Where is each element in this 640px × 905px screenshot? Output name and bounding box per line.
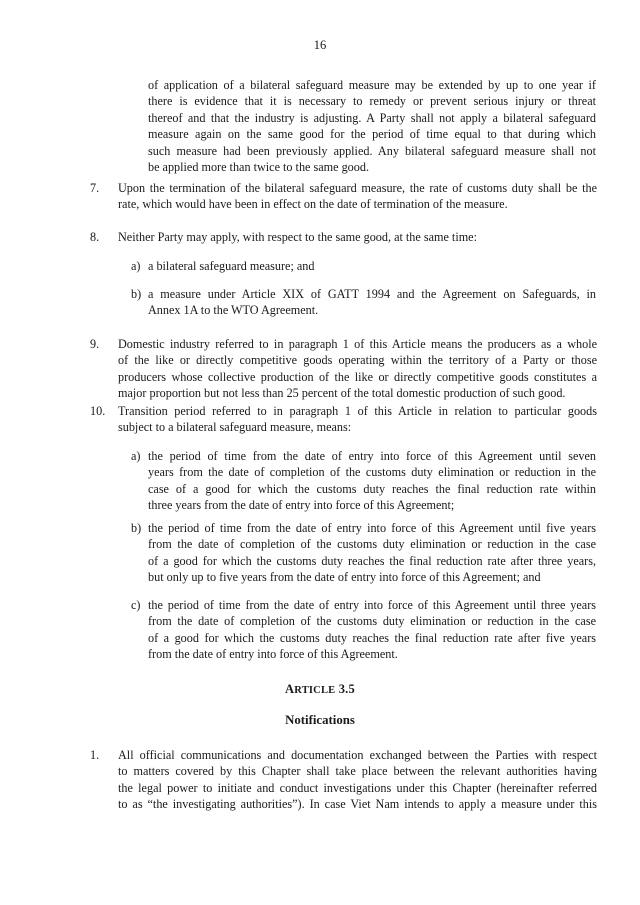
text-line: to matters covered by this Chapter shall take place between the relevant authorities having	[118, 764, 597, 779]
paragraph-10a	[148, 448, 596, 514]
article-heading	[0, 681, 640, 699]
text-line: rate, which would have been in effect on the date of termination of the measure.	[118, 197, 508, 212]
article-title: Notifications	[285, 713, 355, 727]
paragraph-10b	[148, 520, 596, 586]
text-line: from the date of completion of the customs duty elimination or reduction in the case	[148, 537, 596, 552]
text-line: from the date of completion of the customs duty elimination or reduction in the case	[148, 614, 596, 629]
article-heading-number: 3.5	[335, 682, 355, 696]
notifications-paragraph-1	[118, 747, 597, 813]
text-line: producers whose collective production of the like or directly competitive goods constitutes a	[118, 369, 597, 384]
paragraph-8b	[148, 286, 596, 319]
text-line: of a good for which the customs duty reaches the final reduction rate after five years	[148, 630, 596, 645]
text-line: Upon the termination of the bilateral safeguard measure, the rate of customs duty shall be the	[118, 181, 597, 195]
text-line: of a good for which the customs duty reaches the final reduction rate after three years,	[148, 553, 596, 568]
text-line: be applied more than twice to the same good.	[148, 160, 369, 175]
text-line: the period of time from the date of entry into force of this Agreement until seven	[148, 449, 596, 463]
text-line: of application of a bilateral safeguard measure may be extended by up to one year if	[148, 78, 596, 92]
text-line: All official communications and documentation exchanged between the Parties with respect	[118, 748, 597, 762]
continuation-paragraph	[148, 77, 596, 175]
text-line: thereof and that the industry is adjusting. A Party shall not apply a bilateral safeguard	[148, 110, 596, 125]
paragraph-number: 1.	[90, 748, 100, 762]
sub-item-number: b)	[131, 521, 142, 535]
text-line: Domestic industry referred to in paragraph 1 of this Article means the producers as a whole	[118, 337, 597, 351]
sub-item-number: a)	[131, 449, 141, 463]
text-line: but only up to five years from the date of entry into force of this Agreement; and	[148, 570, 541, 585]
sub-item-number: b)	[131, 287, 142, 301]
paragraph-10	[118, 403, 597, 436]
text-line: such measure had been previously applied. Any bilateral safeguard measure shall not	[148, 143, 596, 158]
sub-item-number: a)	[131, 259, 141, 273]
text-line: from the date of entry into force of this Agreement.	[148, 647, 398, 662]
paragraph-number: 7.	[90, 181, 100, 195]
text-line: a measure under Article XIX of GATT 1994 and the Agreement on Safeguards, in	[148, 287, 596, 301]
text-line: Annex 1A to the WTO Agreement.	[148, 303, 319, 318]
text-line: case of a good for which the customs duty reaches the final reduction rate within	[148, 481, 596, 496]
text-line: there is evidence that it is necessary to remedy or prevent serious injury or threat	[148, 94, 596, 109]
paragraph-number: 8.	[90, 230, 100, 244]
sub-item-number: c)	[131, 598, 141, 612]
text-line: to as “the investigating authorities”). In case Viet Nam intends to apply a measure under this	[118, 797, 597, 812]
text-line: the period of time from the date of entry into force of this Agreement until three years	[148, 598, 596, 612]
text-line: the period of time from the date of entry into force of this Agreement until five years	[148, 521, 596, 535]
text-line: Transition period referred to in paragraph 1 of this Article in relation to particular goods	[118, 404, 597, 418]
paragraph-10c	[148, 597, 596, 663]
text-line: measure again on the same good for the period of time equal to that during which	[148, 127, 596, 142]
text-line: a bilateral safeguard measure; and	[148, 259, 315, 273]
text-line: of the like or directly competitive goods operating within the territory of a Party or those	[118, 353, 597, 368]
paragraph-number: 9.	[90, 337, 100, 351]
article-heading-word: RTICLE	[294, 685, 336, 696]
article-heading-initial: A	[285, 682, 295, 696]
paragraph-9	[118, 336, 597, 402]
paragraph-7	[118, 180, 597, 213]
text-line: years from the date of completion of the customs duty elimination or reduction in the	[148, 465, 596, 480]
text-line: three years from the date of entry into force of this Agreement;	[148, 498, 455, 513]
page-number: 16	[313, 38, 327, 52]
text-line: Neither Party may apply, with respect to the same good, at the same time:	[118, 230, 477, 244]
text-line: the legal power to initiate and conduct investigations under this Chapter (hereinafter referred	[118, 780, 597, 795]
paragraph-8	[118, 229, 597, 245]
paragraph-8a	[148, 258, 596, 274]
text-line: major proportion but not less than 25 percent of the total domestic production of such good.	[118, 386, 566, 401]
text-line: subject to a bilateral safeguard measure, means:	[118, 420, 352, 435]
paragraph-number: 10.	[90, 404, 106, 418]
